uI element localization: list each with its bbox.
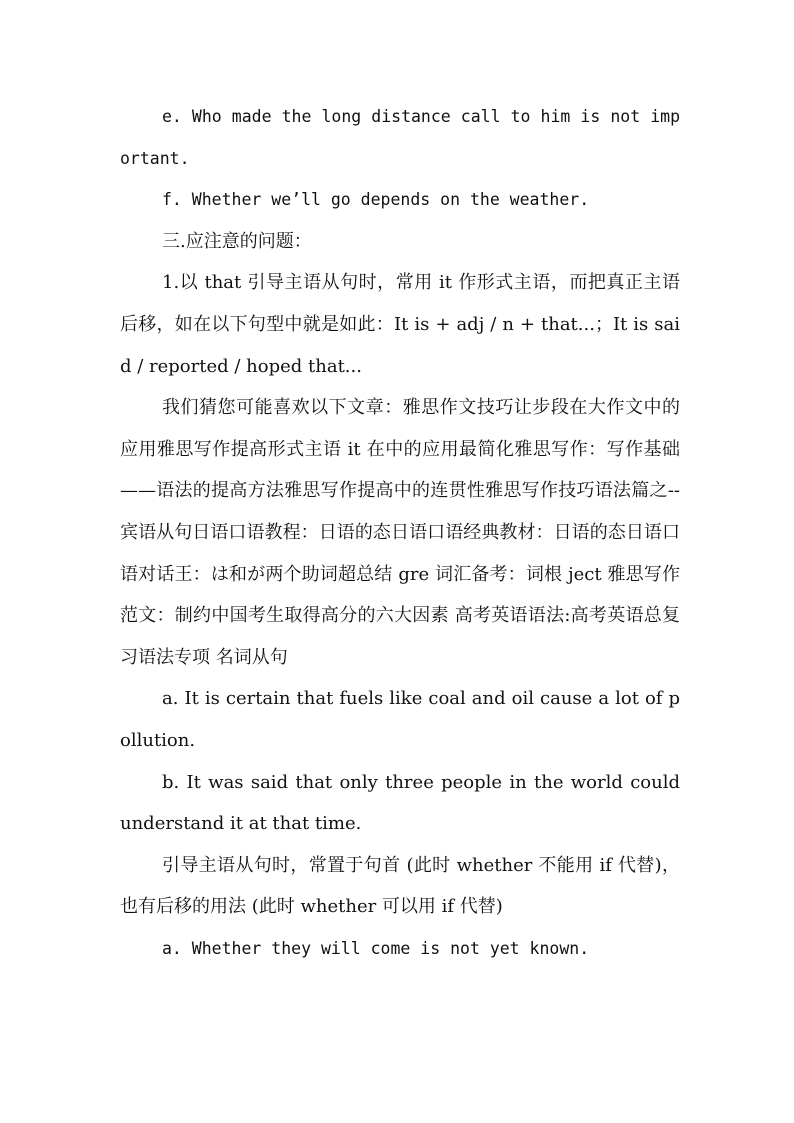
section-heading: 三.应注意的问题： (162, 230, 312, 252)
rule-paragraph-1: 1.以 that 引导主语从句时，常用 it 作形式主语，而把真正主语后移，如在以下句型中就是如此：It is + adj / n + that...；It is said / reported / hoped that... (120, 272, 680, 377)
whether-example-a: a. Whether they will come is not yet known. (162, 938, 590, 958)
example-sentence-a: a. It is certain that fuels like coal and oil cause a lot of pollution. (120, 688, 680, 751)
related-articles-paragraph: 我们猜您可能喜欢以下文章：雅思作文技巧让步段在大作文中的应用雅思写作提高形式主语 it 在中的应用最简化雅思写作：写作基础——语法的提高方法雅思写作提高中的连贯性雅思写作技巧语法篇之--宾语从句日语口语教程：日语的态日语口语经典教材：日语的态日语口语对话王：は和が两个助词超总结 gre 词汇备考：词根 ject 雅思写作范文：制约中国考生取得高分的六大因素 高考英语语法:高考英语总复习语法专项 名词从句 (120, 397, 680, 668)
document-body (120, 96, 680, 969)
example-sentence-e: e. Who made the long distance call to him is not important. (120, 107, 680, 168)
example-sentence-b: b. It was said that only three people in the world could understand it at that time. (120, 771, 680, 835)
whether-rule-paragraph: 引导主语从句时，常置于句首 (此时 whether 不能用 if 代替)，也有后移的用法 (此时 whether 可以用 if 代替) (120, 854, 680, 918)
example-sentence-f: f. Whether we’ll go depends on the weather. (162, 190, 590, 210)
